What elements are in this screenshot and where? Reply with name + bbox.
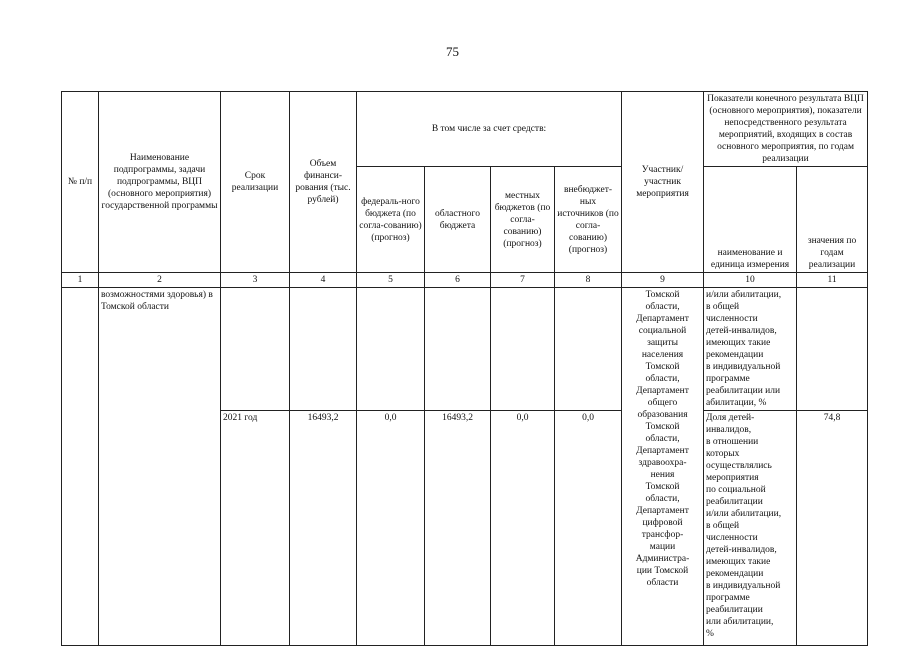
participants-cell: Томской области, Департамент социальной защиты населения Томской области, Департамент общего образования Томской области, Департамент здравоохра- нения Томской области, Департамент цифровой трансфор- мации Администра- ции Томской области [622, 288, 704, 646]
header-participant: Участник/ участник мероприятия [622, 92, 704, 273]
table-row [62, 288, 868, 411]
local-cell: 0,0 [491, 411, 555, 646]
header-indicators-group: Показатели конечного результата ВЦП (основного мероприятия), показатели непосредственного результата мероприятий, входящих в состав основного мероприятия, по годам реализации [704, 92, 868, 167]
page-number: 75 [446, 44, 459, 59]
indicator-value-cell [797, 288, 868, 411]
program-table [61, 91, 868, 646]
local-cell [491, 288, 555, 411]
header-indicator-name: наименование и единица измерения [704, 167, 797, 273]
column-number: 10 [704, 273, 797, 288]
header-period: Срок реализации [221, 92, 290, 273]
header-regional: областного бюджета [425, 167, 491, 273]
column-number: 5 [357, 273, 425, 288]
indicator-value-cell: 74,8 [797, 411, 868, 646]
column-number: 9 [622, 273, 704, 288]
header-indicator-values: значения по годам реализации [797, 167, 868, 273]
total-cell [290, 288, 357, 411]
column-numbers-row [62, 273, 868, 288]
column-number: 7 [491, 273, 555, 288]
header-extra-budget: внебюджет-ных источников (по согла-сованию) (прогноз) [555, 167, 622, 273]
header-federal: федераль-ного бюджета (по согла-сованию) (прогноз) [357, 167, 425, 273]
program-name-cell: возможностями здоровья) в Томской области [99, 288, 221, 646]
period-cell: 2021 год [221, 411, 290, 646]
regional-cell [425, 288, 491, 411]
extra-budget-cell [555, 288, 622, 411]
extra-budget-cell: 0,0 [555, 411, 622, 646]
column-number: 11 [797, 273, 868, 288]
period-cell [221, 288, 290, 411]
federal-cell [357, 288, 425, 411]
column-number: 8 [555, 273, 622, 288]
header-total-funding: Объем финанси-рования (тыс. рублей) [290, 92, 357, 273]
total-cell: 16493,2 [290, 411, 357, 646]
indicator-name-cell: и/или абилитации, в общей численности детей-инвалидов, имеющих такие рекомендации в индивидуальной программе реабилитации или абилитации, % [704, 288, 797, 411]
federal-cell: 0,0 [357, 411, 425, 646]
column-number: 4 [290, 273, 357, 288]
column-number: 3 [221, 273, 290, 288]
column-number: 6 [425, 273, 491, 288]
regional-cell: 16493,2 [425, 411, 491, 646]
header-sources-group: В том числе за счет средств: [357, 92, 622, 167]
header-number: № п/п [62, 92, 99, 273]
header-local: местных бюджетов (по согла-сованию) (прогноз) [491, 167, 555, 273]
indicator-name-cell: Доля детей- инвалидов, в отношении которых осуществлялись мероприятия по социальной реабилитации и/или абилитации, в общей численности детей-инвалидов, имеющих такие рекомендации в индивидуальной программе реабилитации или абилитации, % [704, 411, 797, 646]
header-name: Наименование подпрограммы, задачи подпрограммы, ВЦП (основного мероприятия) государственной программы [99, 92, 221, 273]
row-number-cell [62, 288, 99, 646]
column-number: 1 [62, 273, 99, 288]
column-number: 2 [99, 273, 221, 288]
